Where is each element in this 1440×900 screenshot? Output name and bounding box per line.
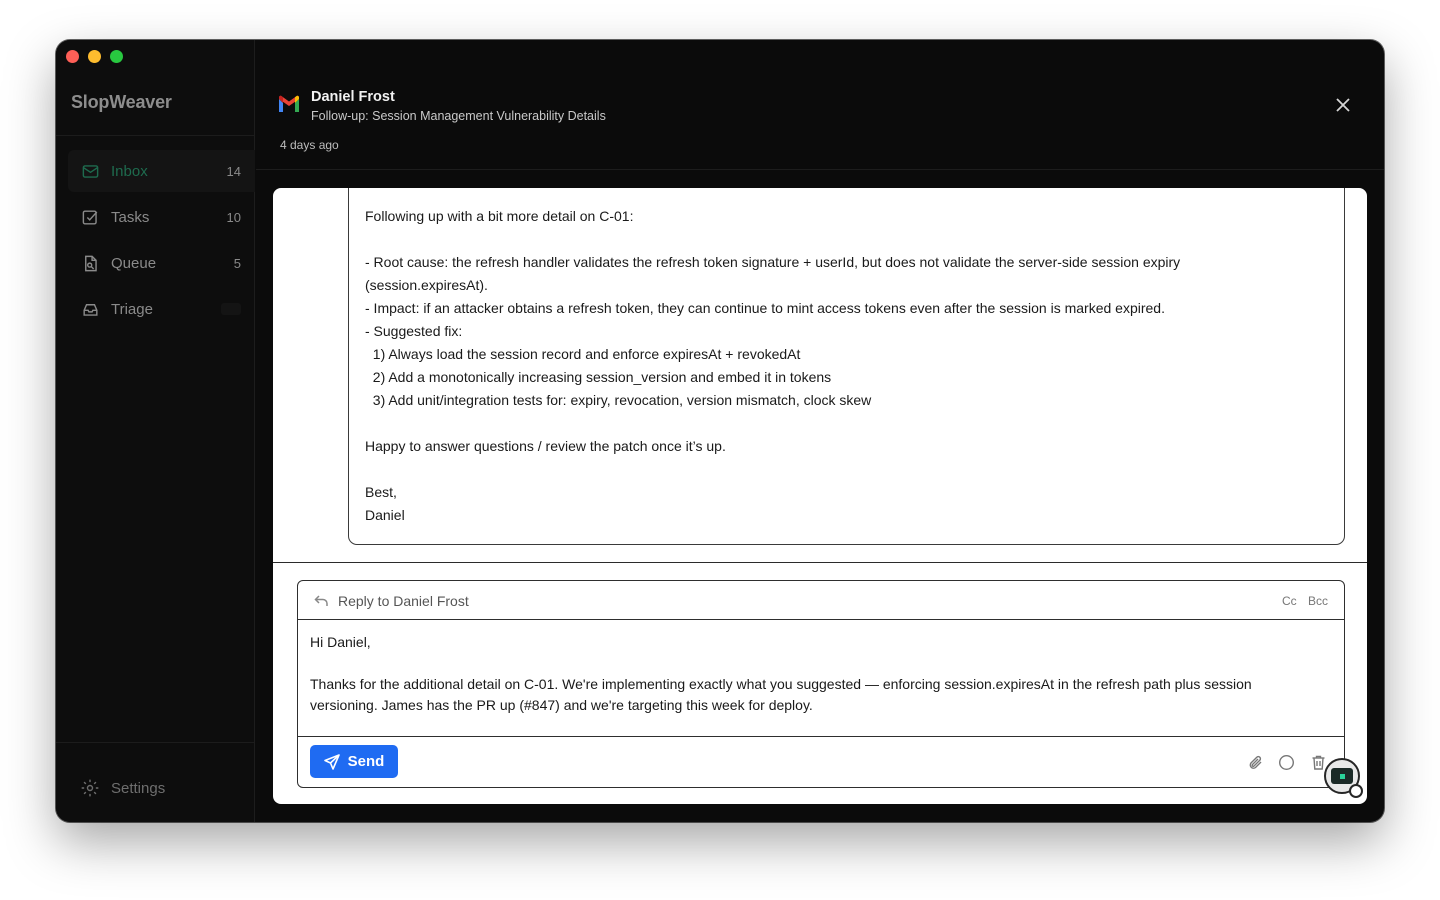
avatar-indicator [1340, 774, 1345, 779]
circle-icon[interactable] [1278, 754, 1295, 771]
checkbox-icon [80, 207, 100, 227]
settings-button[interactable] [80, 778, 165, 798]
app-window [56, 40, 1384, 822]
sidebar-item-tasks[interactable] [68, 196, 255, 238]
sidebar [56, 40, 255, 822]
email-subject: Follow-up: Session Management Vulnerability Details [311, 109, 606, 123]
close-window-button[interactable] [66, 50, 79, 63]
tray-icon [80, 299, 100, 319]
maximize-window-button[interactable] [110, 50, 123, 63]
reply-composer [297, 580, 1345, 788]
reply-body-input[interactable]: Hi Daniel, Thanks for the additional detail on C-01. We're implementing exactly what you suggested — enforcing session.expiresAt in the refresh path plus session versioning. James has the PR up (#847) and we're targeting this week for deploy. [310, 634, 1252, 713]
sidebar-item-queue[interactable] [68, 242, 255, 284]
email-body: Following up with a bit more detail on C-01: - Root cause: the refresh handler validates the refresh token signature + userId, but does not validate the server-side session expiry (session.expiresAt). - Impact: if an attacker obtains a refresh token, they can continue to mint access tokens even after the session is marked expired. - Suggested fix: 1) Always load the session record and enforce expiresAt + revokedAt 2) Add a monotonically increasing session_version and embed it in tokens 3) Add unit/integration tests for: expiry, revocation, version mismatch, clock skew Happy to answer questions / review the patch once it’s up. Best, Daniel [365, 208, 1181, 523]
send-label: Send [347, 753, 385, 770]
sidebar-item-inbox[interactable] [68, 150, 255, 192]
gmail-logo-icon [278, 95, 300, 113]
send-icon [324, 754, 340, 770]
window-controls [66, 50, 123, 63]
sidebar-item-triage[interactable] [68, 288, 255, 330]
sidebar-item-count: 14 [226, 163, 241, 179]
mail-icon [80, 161, 100, 181]
send-button[interactable] [310, 745, 398, 778]
sidebar-item-label: Queue [111, 254, 157, 272]
paperclip-icon[interactable] [1247, 754, 1264, 771]
sidebar-nav [68, 150, 255, 334]
sidebar-item-count [221, 303, 241, 315]
sidebar-item-label: Inbox [111, 162, 148, 180]
close-icon[interactable] [1334, 96, 1352, 114]
status-ring-icon [1349, 784, 1363, 798]
sidebar-item-count: 5 [233, 255, 241, 271]
cc-button[interactable]: Cc [1281, 594, 1297, 608]
settings-label: Settings [111, 779, 166, 797]
sender-name: Daniel Frost [311, 89, 395, 105]
gear-icon [80, 778, 100, 798]
cc-bcc-controls [1274, 594, 1328, 608]
minimize-window-button[interactable] [88, 50, 101, 63]
email-panel [273, 188, 1367, 804]
sidebar-item-label: Triage [111, 300, 153, 318]
email-message-card [348, 188, 1345, 545]
email-timestamp: 4 days ago [280, 138, 339, 152]
email-header [256, 40, 1384, 170]
sidebar-item-label: Tasks [111, 208, 150, 226]
reply-footer-divider [298, 736, 1344, 737]
sidebar-item-count: 10 [226, 209, 241, 225]
sidebar-divider [56, 135, 254, 136]
sidebar-divider [56, 742, 254, 743]
reply-arrow-icon [314, 594, 328, 607]
bcc-button[interactable]: Bcc [1307, 594, 1328, 608]
brand-name: SlopWeaver [71, 92, 172, 112]
reply-header [298, 581, 1344, 620]
reply-to-label: Reply to Daniel Frost [338, 593, 469, 609]
panel-divider [273, 562, 1367, 563]
file-search-icon [80, 253, 100, 273]
